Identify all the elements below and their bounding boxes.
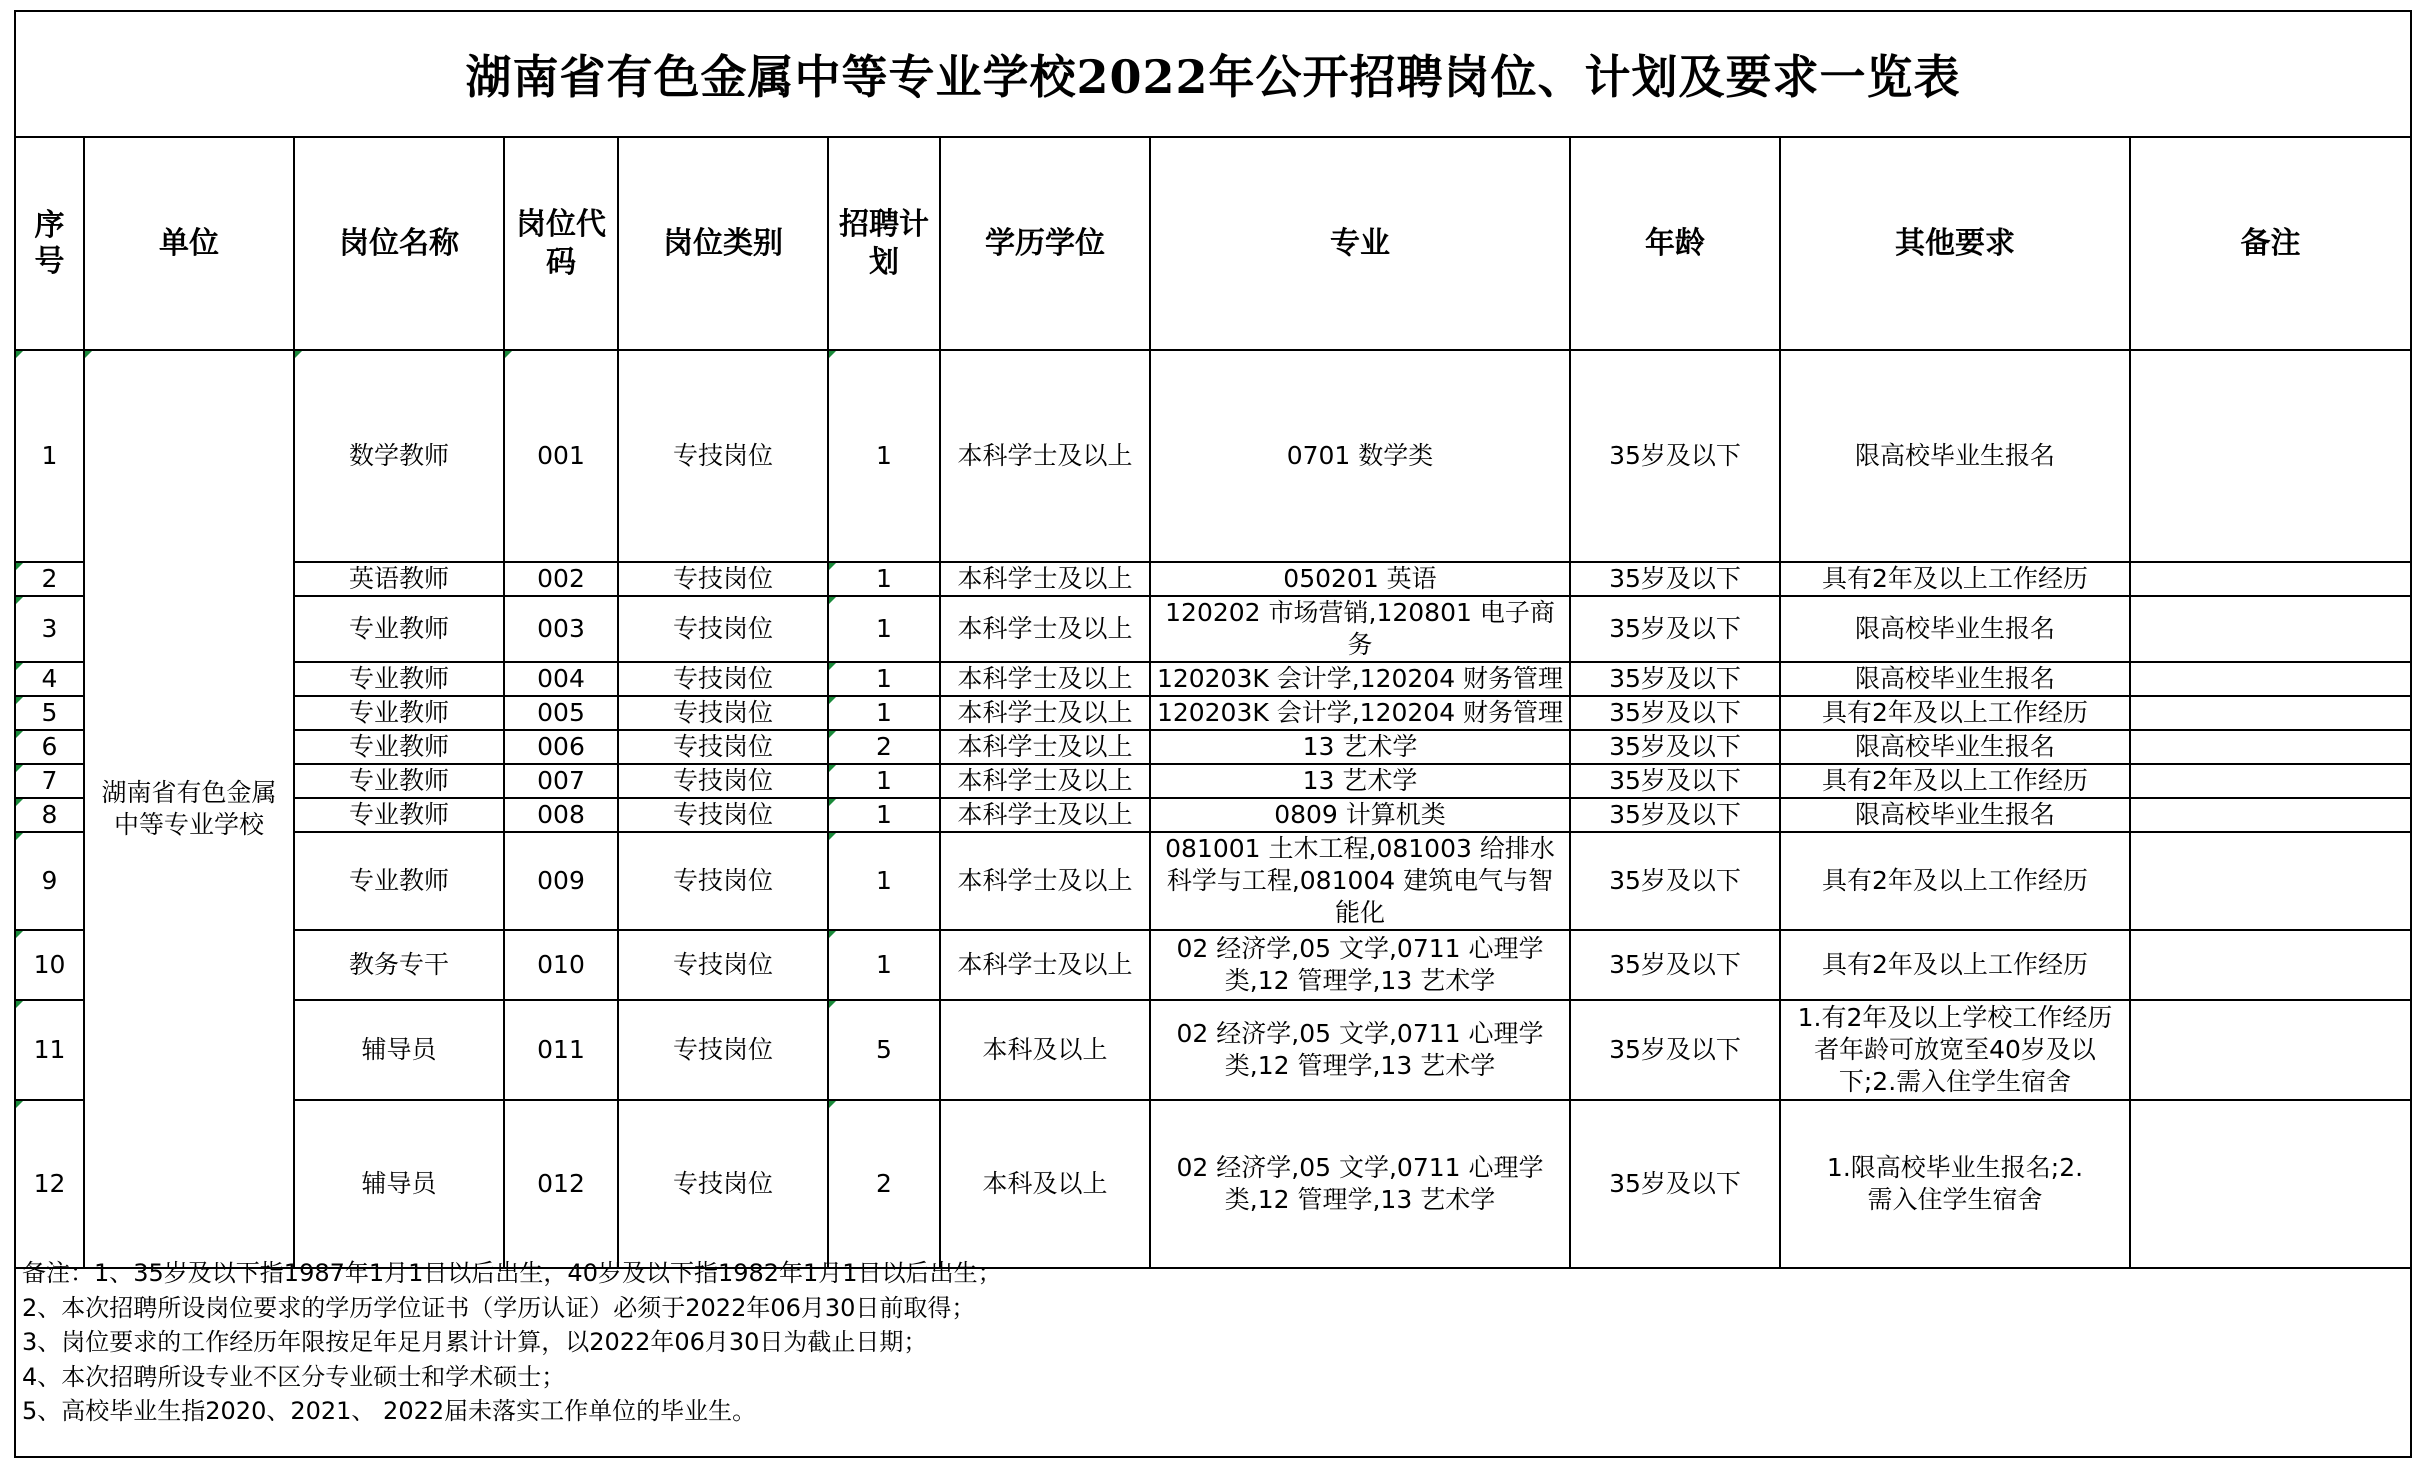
cell-age: 35岁及以下	[1570, 350, 1780, 562]
cell-post-code: 012	[504, 1100, 618, 1268]
cell-post-name: 专业教师	[294, 696, 504, 730]
table-row	[16, 730, 2410, 764]
cell-degree: 本科学士及以上	[940, 350, 1150, 562]
cell-post-type: 专技岗位	[618, 1100, 828, 1268]
cell-seq: 1	[16, 350, 84, 562]
cell-remark	[2130, 764, 2410, 798]
cell-post-type: 专技岗位	[618, 562, 828, 596]
cell-remark	[2130, 596, 2410, 662]
cell-age: 35岁及以下	[1570, 696, 1780, 730]
cell-other: 具有2年及以上工作经历	[1780, 562, 2130, 596]
recruitment-table	[16, 138, 2410, 1269]
cell-major: 02 经济学,05 文学,0711 心理学类,12 管理学,13 艺术学	[1150, 930, 1570, 1000]
cell-seq: 9	[16, 832, 84, 930]
cell-major: 120202 市场营销,120801 电子商务	[1150, 596, 1570, 662]
cell-post-type: 专技岗位	[618, 696, 828, 730]
cell-remark	[2130, 562, 2410, 596]
footnote-line: 2、本次招聘所设岗位要求的学历学位证书（学历认证）必须于2022年06月30日前取得；	[22, 1293, 976, 1322]
cell-seq: 10	[16, 930, 84, 1000]
cell-major: 02 经济学,05 文学,0711 心理学类,12 管理学,13 艺术学	[1150, 1000, 1570, 1100]
cell-remark	[2130, 730, 2410, 764]
cell-degree: 本科学士及以上	[940, 798, 1150, 832]
table-row	[16, 832, 2410, 930]
header-post-code: 岗位代码	[504, 138, 618, 350]
cell-other: 限高校毕业生报名	[1780, 730, 2130, 764]
cell-other: 具有2年及以上工作经历	[1780, 764, 2130, 798]
cell-degree: 本科学士及以上	[940, 562, 1150, 596]
table-row	[16, 596, 2410, 662]
cell-age: 35岁及以下	[1570, 930, 1780, 1000]
table-row	[16, 798, 2410, 832]
cell-post-name: 专业教师	[294, 832, 504, 930]
cell-degree: 本科及以上	[940, 1000, 1150, 1100]
cell-post-code: 011	[504, 1000, 618, 1100]
cell-other: 1.有2年及以上学校工作经历者年龄可放宽至40岁及以下;2.需入住学生宿舍	[1780, 1000, 2130, 1100]
cell-post-name: 辅导员	[294, 1000, 504, 1100]
cell-post-code: 006	[504, 730, 618, 764]
cell-other: 具有2年及以上工作经历	[1780, 930, 2130, 1000]
cell-plan: 1	[828, 596, 940, 662]
cell-major: 02 经济学,05 文学,0711 心理学类,12 管理学,13 艺术学	[1150, 1100, 1570, 1268]
cell-other: 限高校毕业生报名	[1780, 798, 2130, 832]
cell-seq: 2	[16, 562, 84, 596]
table-row	[16, 562, 2410, 596]
table-row	[16, 1100, 2410, 1268]
cell-post-type: 专技岗位	[618, 596, 828, 662]
cell-plan: 2	[828, 1100, 940, 1268]
cell-unit: 湖南省有色金属中等专业学校	[84, 350, 294, 1268]
cell-seq: 8	[16, 798, 84, 832]
cell-remark	[2130, 1000, 2410, 1100]
cell-degree: 本科学士及以上	[940, 596, 1150, 662]
cell-other: 具有2年及以上工作经历	[1780, 696, 2130, 730]
cell-plan: 1	[828, 662, 940, 696]
spreadsheet	[14, 10, 2412, 1458]
cell-seq: 11	[16, 1000, 84, 1100]
cell-age: 35岁及以下	[1570, 798, 1780, 832]
cell-post-code: 001	[504, 350, 618, 562]
cell-degree: 本科学士及以上	[940, 696, 1150, 730]
cell-major: 081001 土木工程,081003 给排水科学与工程,081004 建筑电气与智能化	[1150, 832, 1570, 930]
cell-major: 050201 英语	[1150, 562, 1570, 596]
cell-post-type: 专技岗位	[618, 730, 828, 764]
cell-plan: 1	[828, 798, 940, 832]
header-major: 专业	[1150, 138, 1570, 350]
cell-other: 具有2年及以上工作经历	[1780, 832, 2130, 930]
cell-post-type: 专技岗位	[618, 1000, 828, 1100]
table-row	[16, 930, 2410, 1000]
table-row	[16, 764, 2410, 798]
cell-major: 13 艺术学	[1150, 730, 1570, 764]
cell-plan: 1	[828, 764, 940, 798]
cell-other: 限高校毕业生报名	[1780, 350, 2130, 562]
cell-remark	[2130, 662, 2410, 696]
cell-post-type: 专技岗位	[618, 662, 828, 696]
cell-plan: 1	[828, 562, 940, 596]
header-post-name: 岗位名称	[294, 138, 504, 350]
cell-post-name: 教务专干	[294, 930, 504, 1000]
header-post-type: 岗位类别	[618, 138, 828, 350]
cell-major: 120203K 会计学,120204 财务管理	[1150, 696, 1570, 730]
cell-plan: 1	[828, 832, 940, 930]
cell-degree: 本科学士及以上	[940, 730, 1150, 764]
table-row	[16, 350, 2410, 562]
cell-remark	[2130, 930, 2410, 1000]
cell-remark	[2130, 696, 2410, 730]
cell-post-name: 专业教师	[294, 730, 504, 764]
cell-post-code: 002	[504, 562, 618, 596]
cell-post-code: 007	[504, 764, 618, 798]
cell-seq: 7	[16, 764, 84, 798]
cell-degree: 本科学士及以上	[940, 764, 1150, 798]
cell-post-code: 003	[504, 596, 618, 662]
cell-remark	[2130, 1100, 2410, 1268]
header-degree: 学历学位	[940, 138, 1150, 350]
header-unit: 单位	[84, 138, 294, 350]
header-other: 其他要求	[1780, 138, 2130, 350]
cell-seq: 6	[16, 730, 84, 764]
cell-major: 120203K 会计学,120204 财务管理	[1150, 662, 1570, 696]
cell-post-name: 辅导员	[294, 1100, 504, 1268]
cell-age: 35岁及以下	[1570, 764, 1780, 798]
cell-major: 0809 计算机类	[1150, 798, 1570, 832]
footnote-line: 4、本次招聘所设专业不区分专业硕士和学术硕士；	[22, 1362, 566, 1391]
cell-post-type: 专技岗位	[618, 798, 828, 832]
cell-post-name: 专业教师	[294, 798, 504, 832]
cell-post-code: 009	[504, 832, 618, 930]
cell-age: 35岁及以下	[1570, 1100, 1780, 1268]
cell-post-name: 数学教师	[294, 350, 504, 562]
cell-age: 35岁及以下	[1570, 1000, 1780, 1100]
cell-seq: 5	[16, 696, 84, 730]
cell-other: 限高校毕业生报名	[1780, 662, 2130, 696]
header-seq: 序号	[16, 138, 84, 350]
cell-post-name: 专业教师	[294, 662, 504, 696]
header-age: 年龄	[1570, 138, 1780, 350]
footnotes	[22, 1256, 2402, 1429]
cell-age: 35岁及以下	[1570, 662, 1780, 696]
cell-post-type: 专技岗位	[618, 350, 828, 562]
table-row	[16, 696, 2410, 730]
table-row	[16, 662, 2410, 696]
cell-remark	[2130, 832, 2410, 930]
footnote-line: 备注：1、35岁及以下指1987年1月1日以后出生，40岁及以下指1982年1月1日以后出生；	[22, 1259, 1002, 1287]
cell-post-code: 004	[504, 662, 618, 696]
cell-seq: 12	[16, 1100, 84, 1268]
footnote-line: 5、高校毕业生指2020、2021、 2022届未落实工作单位的毕业生。	[22, 1397, 757, 1425]
cell-major: 13 艺术学	[1150, 764, 1570, 798]
cell-plan: 2	[828, 730, 940, 764]
header-plan: 招聘计划	[828, 138, 940, 350]
cell-plan: 1	[828, 350, 940, 562]
cell-post-code: 010	[504, 930, 618, 1000]
cell-post-name: 专业教师	[294, 764, 504, 798]
footnote-line: 3、岗位要求的工作经历年限按足年足月累计计算，以2022年06月30日为截止日期；	[22, 1328, 928, 1356]
cell-degree: 本科学士及以上	[940, 662, 1150, 696]
cell-age: 35岁及以下	[1570, 832, 1780, 930]
cell-degree: 本科学士及以上	[940, 930, 1150, 1000]
cell-plan: 1	[828, 696, 940, 730]
cell-post-name: 专业教师	[294, 596, 504, 662]
page-title: 湖南省有色金属中等专业学校2022年公开招聘岗位、计划及要求一览表	[16, 12, 2410, 138]
cell-age: 35岁及以下	[1570, 730, 1780, 764]
cell-post-type: 专技岗位	[618, 930, 828, 1000]
cell-post-code: 005	[504, 696, 618, 730]
cell-other: 限高校毕业生报名	[1780, 596, 2130, 662]
cell-age: 35岁及以下	[1570, 562, 1780, 596]
cell-post-type: 专技岗位	[618, 832, 828, 930]
cell-post-code: 008	[504, 798, 618, 832]
cell-post-name: 英语教师	[294, 562, 504, 596]
cell-other: 1.限高校毕业生报名;2.需入住学生宿舍	[1780, 1100, 2130, 1268]
cell-age: 35岁及以下	[1570, 596, 1780, 662]
cell-remark	[2130, 350, 2410, 562]
table-row	[16, 1000, 2410, 1100]
cell-plan: 1	[828, 930, 940, 1000]
cell-major: 0701 数学类	[1150, 350, 1570, 562]
cell-degree: 本科及以上	[940, 1100, 1150, 1268]
cell-post-type: 专技岗位	[618, 764, 828, 798]
cell-seq: 4	[16, 662, 84, 696]
cell-remark	[2130, 798, 2410, 832]
header-remark: 备注	[2130, 138, 2410, 350]
cell-seq: 3	[16, 596, 84, 662]
cell-plan: 5	[828, 1000, 940, 1100]
cell-degree: 本科学士及以上	[940, 832, 1150, 930]
header-row	[16, 138, 2410, 350]
